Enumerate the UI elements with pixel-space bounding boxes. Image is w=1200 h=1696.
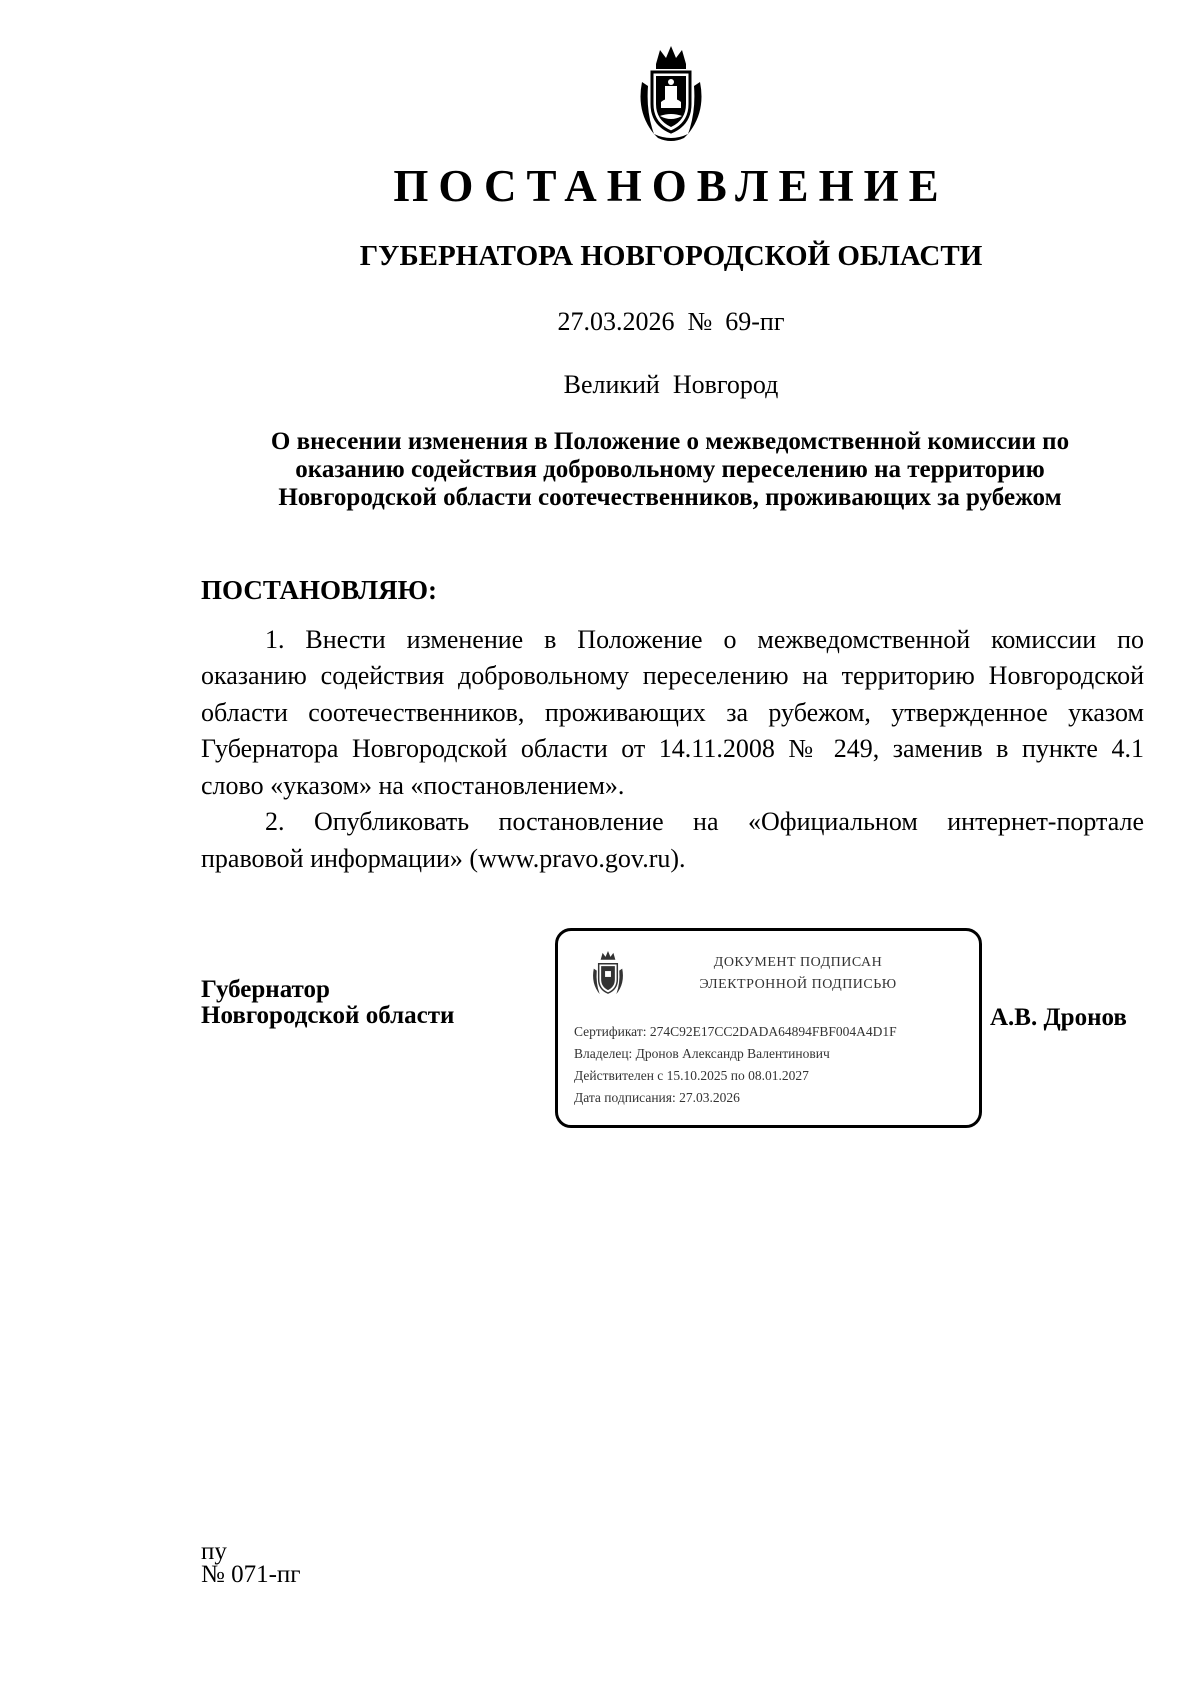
footer-line: пу: [201, 1538, 227, 1565]
stamp-heading: ДОКУМЕНТ ПОДПИСАН: [713, 955, 883, 970]
body-line: 2. Опубликовать постановление на «Официальном интернет-портале: [265, 807, 1144, 836]
body-line: оказанию содействия добровольному переселению на территорию Новгородской: [201, 661, 1144, 690]
city: Великий Новгород: [563, 370, 779, 399]
document-type: ПОСТАНОВЛЕНИЕ: [393, 161, 949, 211]
document-title-line: О внесении изменения в Положение о межведомственной комиссии по: [270, 428, 1070, 455]
issuer: ГУБЕРНАТОРА НОВГОРОДСКОЙ ОБЛАСТИ: [359, 240, 983, 272]
certificate-validity: Действителен с 15.10.2025 по 08.01.2027: [574, 1068, 809, 1083]
date-and-number: 27.03.2026 № 69-пг: [557, 307, 785, 336]
body-line: Губернатора Новгородской области от 14.11.2008 № 249, заменив в пункте 4.1: [201, 734, 1144, 763]
document-title-line: Новгородской области соотечественников, проживающих за рубежом: [278, 484, 1062, 511]
signatory-title: Губернатор: [201, 976, 330, 1003]
signing-date: Дата подписания: 27.03.2026: [574, 1090, 740, 1105]
coat-of-arms-icon: [588, 949, 628, 999]
body-line: области соотечественников, проживающих за рубежом, утвержденное указом: [201, 698, 1144, 727]
body-line: 1. Внести изменение в Положение о межведомственной комиссии по: [265, 625, 1144, 654]
signatory-title: Новгородской области: [201, 1002, 455, 1029]
signatory-name: А.В. Дронов: [990, 1004, 1127, 1031]
stamp-heading: ЭЛЕКТРОННОЙ ПОДПИСЬЮ: [699, 977, 897, 992]
coat-of-arms-icon: [632, 42, 710, 144]
certificate-number: Сертификат: 274C92E17CC2DADA64894FBF004A4D1F: [574, 1024, 897, 1039]
footer-number: № 071-пг: [201, 1561, 301, 1588]
body-line: правовой информации» (www.pravo.gov.ru).: [201, 844, 686, 873]
resolution-heading: ПОСТАНОВЛЯЮ:: [201, 575, 437, 605]
body-line: слово «указом» на «постановлением».: [201, 771, 625, 800]
electronic-signature-stamp: [555, 928, 982, 1128]
certificate-owner: Владелец: Дронов Александр Валентинович: [574, 1046, 830, 1061]
document-title-line: оказанию содействия добровольному переселению на территорию: [295, 456, 1045, 483]
